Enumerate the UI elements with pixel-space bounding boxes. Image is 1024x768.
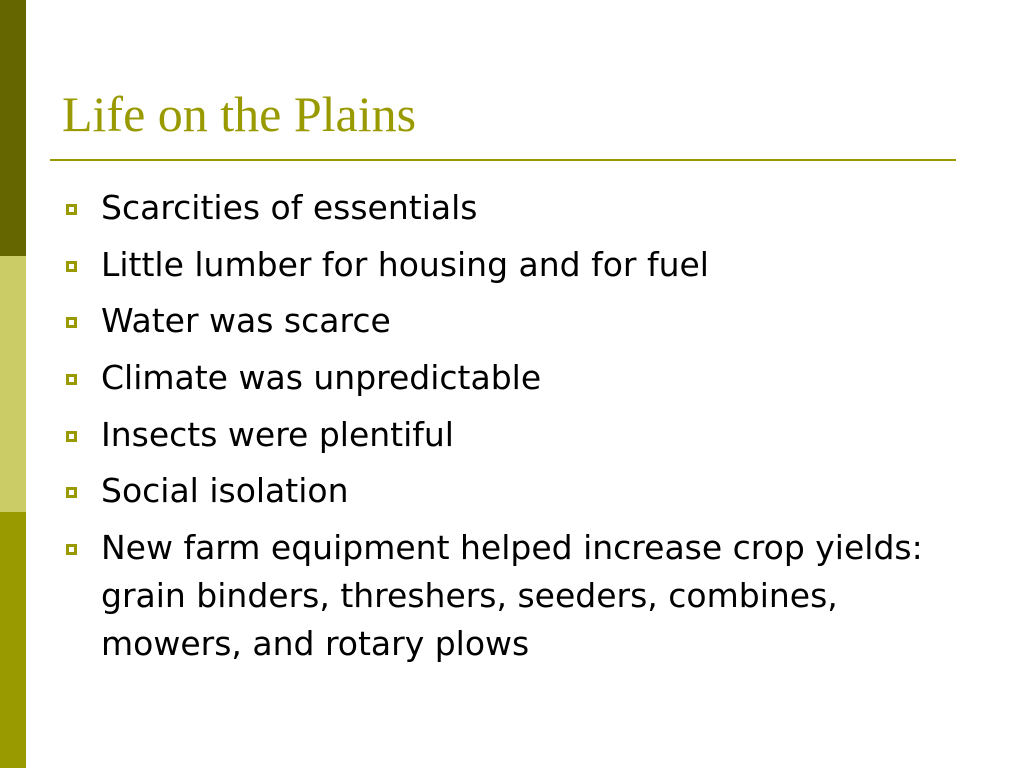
sidebar-olive-segment	[0, 512, 26, 768]
bullet-item	[66, 411, 966, 459]
bullet-item	[66, 184, 966, 232]
hollow-square-icon	[66, 431, 77, 442]
hollow-square-icon	[66, 487, 77, 498]
bullet-text: Climate was unpredictable	[101, 358, 542, 398]
bullet-text: Little lumber for housing and for fuel	[101, 244, 709, 284]
bullet-list	[66, 184, 966, 677]
bullet-item	[66, 524, 966, 668]
slide-title: Life on the Plains	[62, 86, 417, 142]
bullet-item	[66, 241, 966, 289]
bullet-item	[66, 467, 966, 515]
bullet-text: New farm equipment helped increase crop yields: grain binders, threshers, seeders, combines, mowers, and rotary plows	[101, 528, 923, 664]
hollow-square-icon	[66, 544, 77, 555]
bullet-text: Water was scarce	[101, 301, 391, 341]
bullet-text: Scarcities of essentials	[101, 188, 478, 227]
title-divider	[50, 159, 956, 161]
hollow-square-icon	[66, 374, 77, 385]
sidebar-light-segment	[0, 256, 26, 512]
bullet-text: Insects were plentiful	[101, 414, 454, 454]
hollow-square-icon	[66, 261, 77, 272]
bullet-item	[66, 354, 966, 402]
hollow-square-icon	[66, 317, 77, 328]
sidebar-dark-segment	[0, 0, 26, 256]
bullet-text: Social isolation	[101, 471, 349, 511]
bullet-item	[66, 297, 966, 345]
hollow-square-icon	[66, 204, 77, 215]
